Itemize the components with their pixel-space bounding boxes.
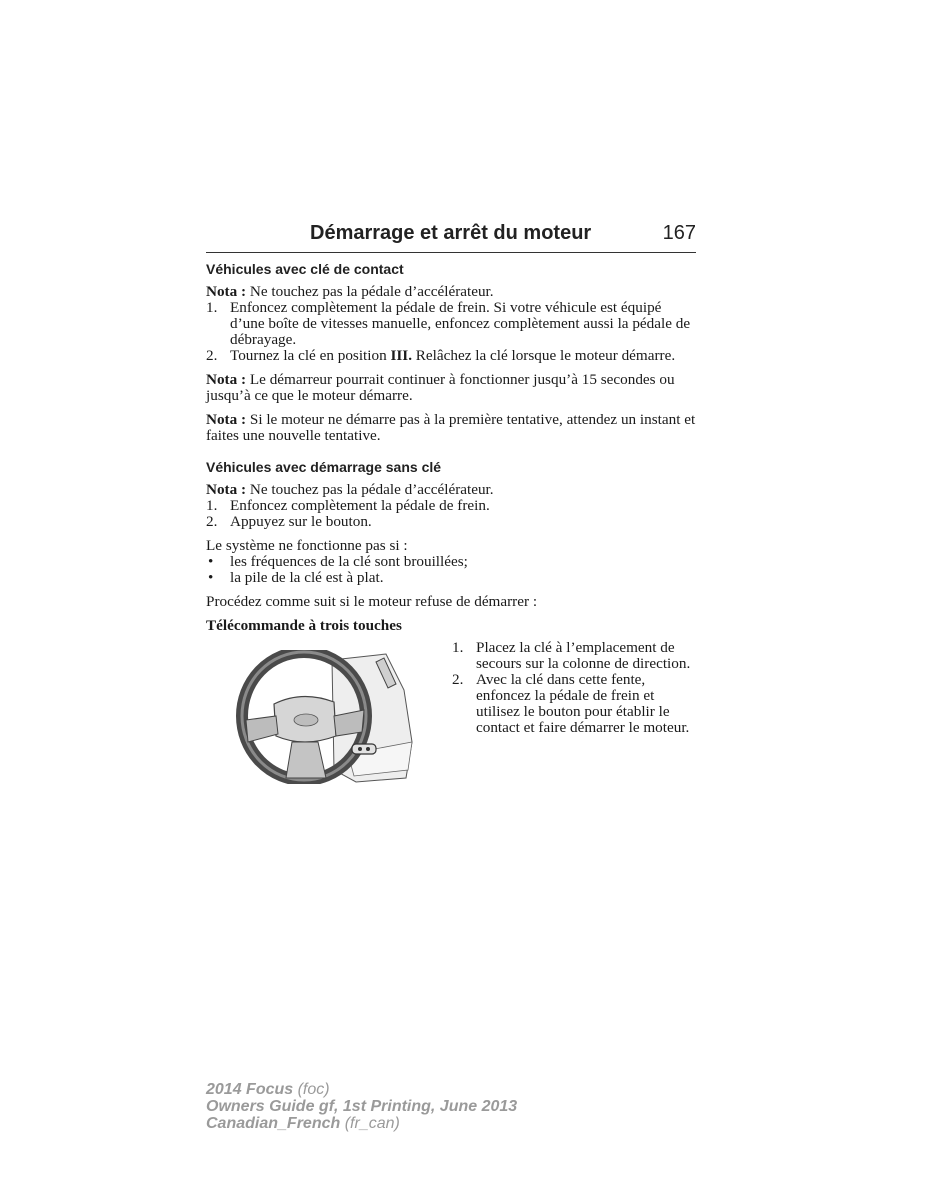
footer-code: (fr_can) xyxy=(340,1115,400,1132)
footer-line xyxy=(206,1081,517,1098)
step-text: Enfoncez complètement la pédale de frein. Si votre véhicule est équipé d’une boîte de vitesses manuelle, enfoncez complètement aussi la pédale de débrayage. xyxy=(230,299,691,348)
steering-column-illustration xyxy=(236,650,418,784)
note-text: Le démarreur pourrait continuer à fonctionner jusqu’à 15 secondes ou jusqu’à ce que le moteur démarre. xyxy=(206,371,675,404)
bullet: • xyxy=(208,553,214,570)
note-text: Ne touchez pas la pédale d’accélérateur. xyxy=(249,283,494,300)
failure-conditions-list xyxy=(206,554,698,586)
page-number: 167 xyxy=(662,222,696,244)
key-position: III. xyxy=(390,347,412,364)
footer-code: (foc) xyxy=(293,1081,330,1098)
section-heading-key-ignition: Véhicules avec clé de contact xyxy=(206,261,404,277)
step-text: Avec la clé dans cette fente, enfoncez la pédale de frein et utilisez le bouton pour établir le contact et faire démarrer le moteur. xyxy=(476,671,690,736)
step-number: 2. xyxy=(452,671,464,688)
list-item xyxy=(206,570,698,586)
step-number: 1. xyxy=(206,299,218,316)
footer-language: Canadian_French xyxy=(206,1115,341,1132)
note-retry xyxy=(206,412,698,444)
step-text: Placez la clé à l’emplacement de secours sur la colonne de direction. xyxy=(476,639,691,672)
note-accelerator xyxy=(206,284,698,300)
note-label: Nota : xyxy=(206,411,247,428)
step-number: 1. xyxy=(452,639,464,656)
list-item xyxy=(206,514,698,530)
step-number: 2. xyxy=(206,347,218,364)
step-text: Relâchez la clé lorsque le moteur démarre. xyxy=(412,347,676,364)
note-text: Si le moteur ne démarre pas à la première tentative, attendez un instant et faites une nouvelle tentative. xyxy=(206,411,696,444)
chapter-title: Démarrage et arrêt du moteur xyxy=(310,222,592,244)
step-number: 1. xyxy=(206,497,218,514)
step-text: Tournez la clé en position xyxy=(230,347,391,364)
step-number: 2. xyxy=(206,513,218,530)
note-text: Ne touchez pas la pédale d’accélérateur. xyxy=(249,481,494,498)
list-item xyxy=(452,640,698,672)
footer-model: 2014 Focus xyxy=(206,1081,294,1098)
bullet-text: les fréquences de la clé sont brouillées; xyxy=(230,553,468,570)
note-accelerator xyxy=(206,482,698,498)
remote-procedure xyxy=(206,640,698,790)
note-label: Nota : xyxy=(206,481,247,498)
section-heading-keyless: Véhicules avec démarrage sans clé xyxy=(206,459,442,475)
keyless-steps xyxy=(206,498,698,530)
document-footer xyxy=(206,1081,517,1132)
list-item xyxy=(206,300,698,348)
bullet: • xyxy=(208,569,214,586)
page-header xyxy=(206,222,696,253)
list-item xyxy=(206,348,698,364)
list-item xyxy=(452,672,698,736)
step-text: Enfoncez complètement la pédale de frein. xyxy=(230,497,490,514)
note-label: Nota : xyxy=(206,371,247,388)
bullet-text: la pile de la clé est à plat. xyxy=(230,569,384,586)
procedure-intro: Procédez comme suit si le moteur refuse de démarrer : xyxy=(206,593,538,610)
subheading-three-button-remote: Télécommande à trois touches xyxy=(206,617,402,634)
list-item xyxy=(206,554,698,570)
note-starter xyxy=(206,372,698,404)
footer-line xyxy=(206,1115,517,1132)
note-label: Nota : xyxy=(206,283,247,300)
remote-steps xyxy=(452,640,698,736)
key-ignition-steps xyxy=(206,300,698,364)
footer-edition: Owners Guide gf, 1st Printing, June 2013 xyxy=(206,1098,518,1115)
step-text: Appuyez sur le bouton. xyxy=(230,513,372,530)
list-item xyxy=(206,498,698,514)
system-intro: Le système ne fonctionne pas si : xyxy=(206,537,408,554)
page-content xyxy=(206,261,698,790)
footer-line xyxy=(206,1098,517,1115)
